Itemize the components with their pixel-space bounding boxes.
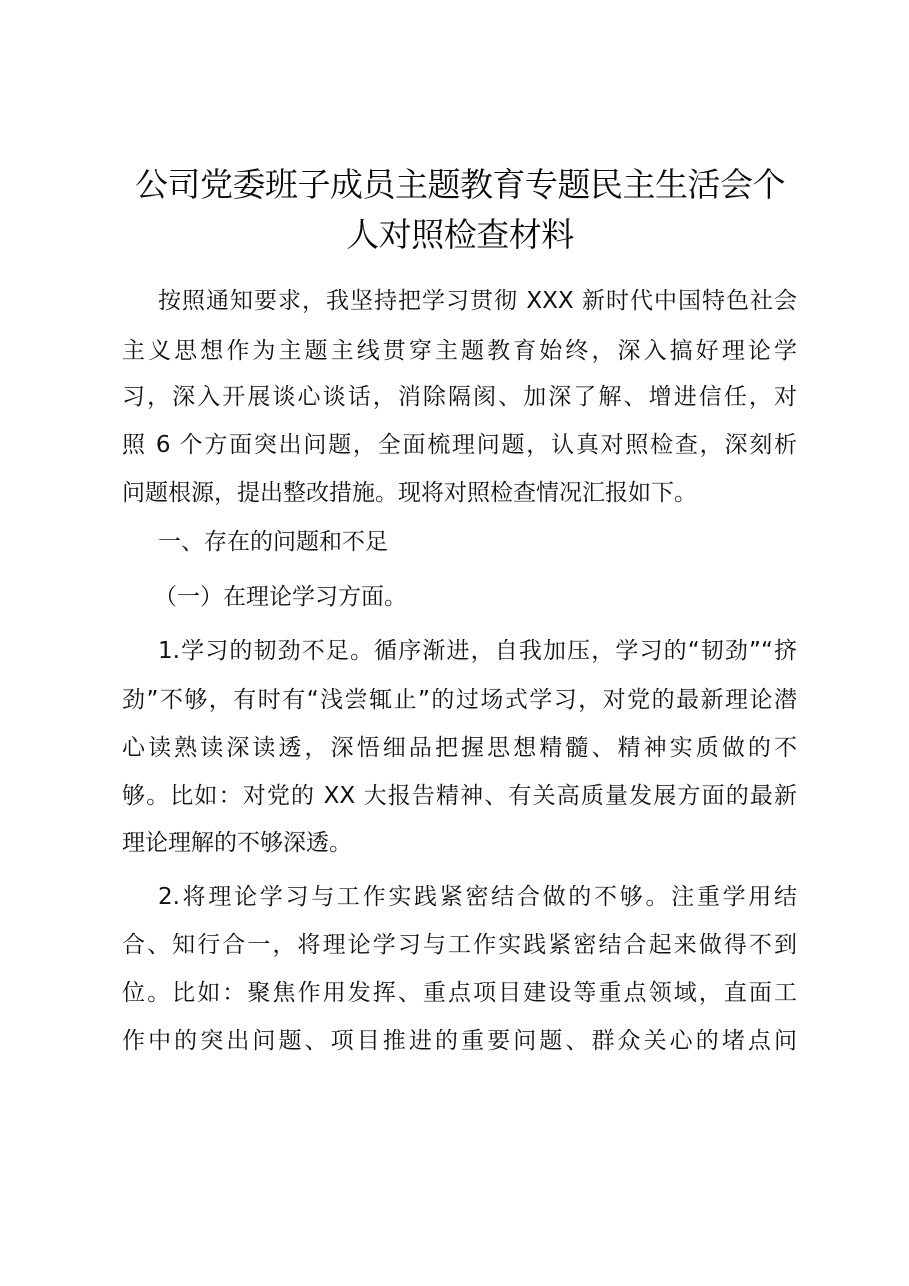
body-line: 理论理解的不够深透。 — [122, 830, 352, 856]
body-line: 主义思想作为主题主线贯穿主题教育始终，深入搞好理论学 — [122, 338, 797, 364]
body-line: 位。比如：聚焦作用发挥、重点项目建设等重点领域，直面工 — [122, 980, 797, 1006]
body-line: 劲”不够，有时有“浅尝辄止”的过场式学习，对党的最新理论潜 — [122, 687, 797, 713]
body-line: 作中的突出问题、项目推进的重要问题、群众关心的堵点问 — [122, 1028, 797, 1054]
body-line: 够。比如：对党的 XX 大报告精神、有关高质量发展方面的最新 — [122, 783, 797, 809]
body-line: 合、知行合一，将理论学习与工作实践紧密结合起来做得不到 — [122, 932, 797, 958]
document-title-line-2: 人对照检查材料 — [346, 215, 574, 254]
body-line: 照 6 个方面突出问题，全面梳理问题，认真对照检查，深刻析 — [122, 432, 797, 458]
body-line: 习，深入开展谈心谈话，消除隔阂、加深了解、增进信任，对 — [122, 384, 797, 410]
section-heading: 一、存在的问题和不足 — [158, 529, 388, 555]
body-line: 1.学习的韧劲不足。循序渐进，自我加压，学习的“韧劲”“挤 — [158, 638, 797, 664]
body-line: 2.将理论学习与工作实践紧密结合做的不够。注重学用结 — [158, 884, 797, 910]
document-title-line-1: 公司党委班子成员主题教育专题民主生活会个 — [135, 165, 785, 204]
subsection-heading: （一）在理论学习方面。 — [154, 584, 407, 610]
body-line: 问题根源，提出整改措施。现将对照检查情况汇报如下。 — [122, 480, 697, 506]
body-line: 按照通知要求，我坚持把学习贯彻 XXX 新时代中国特色社会 — [158, 288, 797, 314]
body-line: 心读熟读深读透，深悟细品把握思想精髓、精神实质做的不 — [122, 735, 797, 761]
